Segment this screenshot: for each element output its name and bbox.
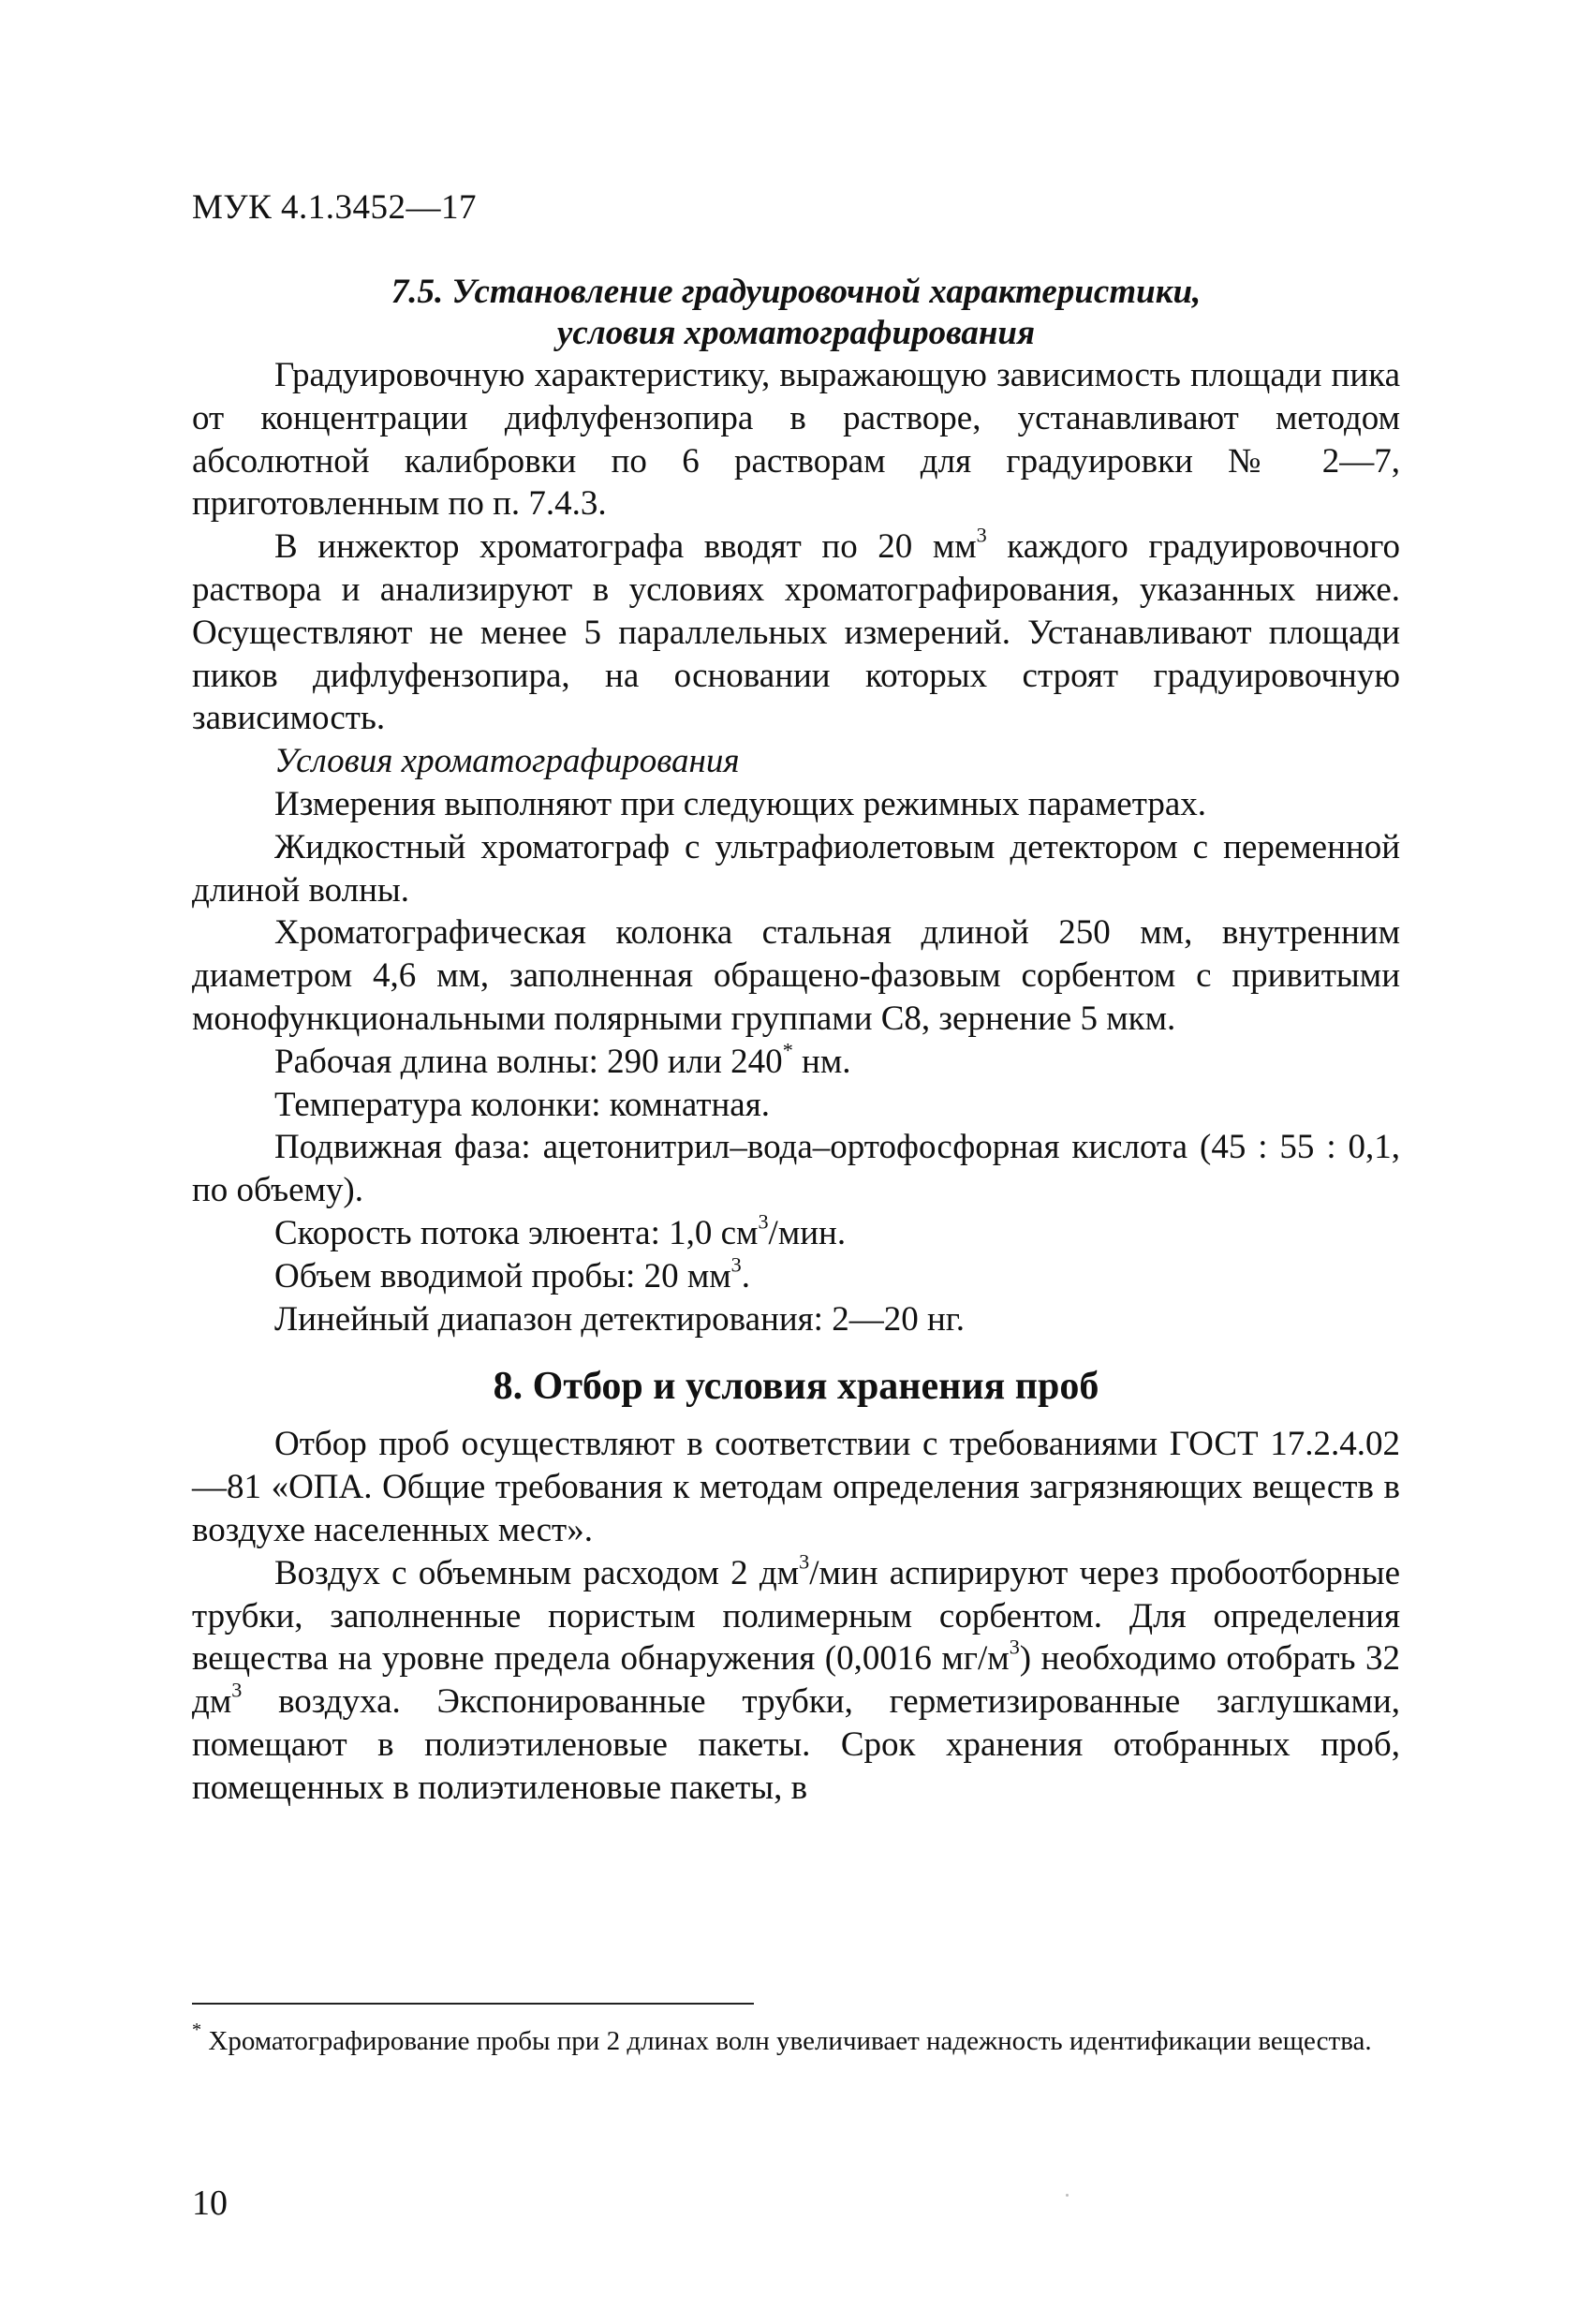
paragraph-sampling-standard: Отбор проб осуществляют в соответствии с требованиями ГОСТ 17.2.4.02—81 «ОПА. Общие требования к методам определения загрязняющих веществ в воздухе населенных мест». <box>192 1425 1400 1549</box>
text-run: В инжектор хроматографа вводят по 20 мм <box>274 527 977 567</box>
superscript: 3 <box>758 1209 769 1234</box>
paragraph-calibration: Градуировочную характеристику, выражающую зависимость площади пика от концентрации дифлуфензопира в растворе, устанавливают методом абсолютной калибровки по 6 растворам для градуировки № 2—7, приготовленным по п. 7.4.3. <box>192 356 1400 524</box>
text-run: нм. <box>792 1042 851 1081</box>
text-run: . <box>741 1256 750 1295</box>
condition-temperature: Температура колонки: комнатная. <box>274 1085 770 1124</box>
superscript: 3 <box>799 1549 810 1574</box>
text-run: /мин аспирируют через пробоотборные трубки, заполненные пористым полимерным сорбентом. Для определения вещества на уровне предела обнаружения (0,0016 мг/м <box>192 1553 1400 1679</box>
scan-speck <box>1066 2194 1069 2197</box>
footnote-marker: * <box>782 1038 793 1062</box>
superscript: 3 <box>976 523 987 547</box>
condition-chromatograph: Жидкостный хроматограф с ультрафиолетовым детектором с переменной длиной волны. <box>192 827 1400 910</box>
footnote-divider <box>192 2003 754 2005</box>
paragraph-injection <box>192 525 1400 740</box>
paragraph-sampling-procedure <box>192 1549 1401 1810</box>
text-run: Скорость потока элюента: 1,0 см <box>274 1213 759 1252</box>
condition-mobile-phase: Подвижная фаза: ацетонитрил–вода–ортофосфорная кислота (45 : 55 : 0,1, по объему). <box>192 1128 1400 1210</box>
condition-linear-range: Линейный диапазон детектирования: 2—20 нг. <box>274 1299 966 1339</box>
section-title-line-1: 7.5. Установление градуировочной характеристики, <box>391 273 1202 311</box>
section-title-line-2: условия хроматографирования <box>556 314 1036 352</box>
superscript: 3 <box>231 1678 243 1702</box>
superscript: 3 <box>730 1252 742 1277</box>
text-run: воздуха. Экспонированные трубки, герметизированные заглушками, помещают в полиэтиленовые пакеты. Срок хранения отобранных проб, помещенных в полиэтиленовые пакеты, в <box>192 1682 1400 1807</box>
condition-flow-rate <box>192 1209 1400 1255</box>
condition-wavelength <box>192 1038 1400 1084</box>
section-7-5-title <box>192 272 1400 354</box>
condition-parameters: Измерения выполняют при следующих режимных параметрах. <box>274 784 1207 823</box>
page-content <box>192 272 1400 1810</box>
footnote <box>192 2019 1400 2059</box>
footnote-marker: * <box>192 2019 202 2040</box>
condition-column: Хроматографическая колонка стальная длиной 250 мм, внутренним диаметром 4,6 мм, заполненная обращено-фазовым сорбентом с привитыми монофункциональными полярными группами C8, зернение 5 мкм. <box>192 913 1400 1038</box>
condition-sample-volume <box>192 1252 1400 1298</box>
text-run: Рабочая длина волны: 290 или 240 <box>274 1042 783 1081</box>
document-code-header: МУК 4.1.3452—17 <box>192 188 478 227</box>
text-run: Воздух с объемным расходом 2 дм <box>274 1553 800 1592</box>
text-run: ) необходимо отобрать 32 дм <box>192 1639 1401 1722</box>
section-8-title: 8. Отбор и условия хранения проб <box>493 1365 1099 1409</box>
text-run: /мин. <box>768 1213 847 1252</box>
text-run: каждого градуировочного раствора и анализируют в условиях хроматографирования, указанных ниже. Осуществляют не менее 5 параллельных измерений. Устанавливают площади пиков дифлуфензопира, на основании которых строят градуировочную зависимость. <box>192 527 1400 738</box>
page-number: 10 <box>192 2183 228 2223</box>
conditions-label: Условия хроматографирования <box>274 742 740 781</box>
footnote-text: Хроматографирование пробы при 2 длинах волн увеличивает надежность идентификации вещества. <box>201 2026 1372 2056</box>
text-run: Объем вводимой пробы: 20 мм <box>274 1256 731 1295</box>
superscript: 3 <box>1009 1635 1020 1659</box>
